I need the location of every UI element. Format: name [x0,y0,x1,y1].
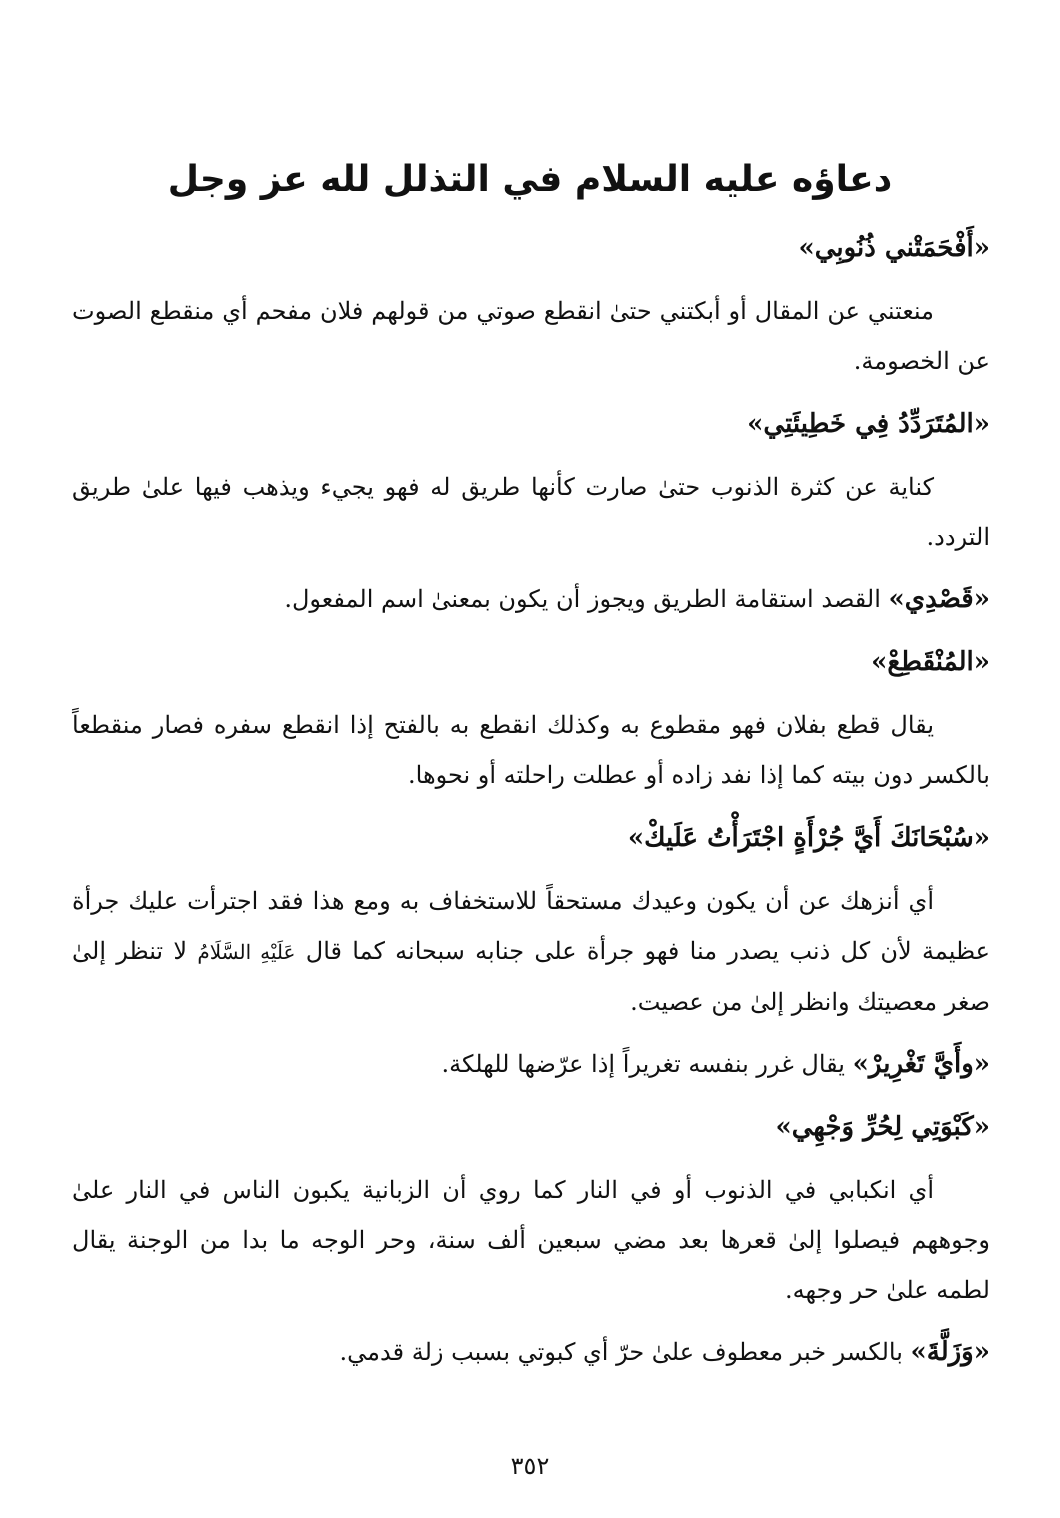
inline-entry-qasdi [72,574,990,624]
commentary-paragraph: منعتني عن المقال أو أبكتني حتىٰ انقطع صوتي من قولهم فلان مفحم أي منقطع الصوت عن الخصومة. [72,297,990,375]
inline-explanation: بالكسر خبر معطوف علىٰ حرّ أي كبوتي بسبب زلة قدمي. [339,1338,911,1366]
inline-explanation: القصد استقامة الطريق ويجوز أن يكون بمعنىٰ اسم المفعول. [284,585,889,613]
inline-explanation: يقال غرر بنفسه تغريراً إذا عرّضها للهلكة. [441,1050,853,1078]
page-title: دعاؤه عليه السلام في التذلل لله عز وجل [167,159,893,201]
paragraph-text-before: أي أنزهك عن أن يكون وعيدك مستحقاً للاستخفاف به ومع هذا فقد اجترأت عليك جرأة عظيمة لأن كل ذنب يصدر منا فهو جرأة على جنابه سبحانه كما قال [72,887,990,965]
commentary-paragraph: يقال قطع بفلان فهو مقطوع به وكذلك انقطع به بالفتح إذا انقطع سفره فصار منقطعاً بالكسر دون بيته كما إذا نفد زاده أو عطلت راحلته أو نحوها. [72,711,990,789]
headword-taghrir: «وأَيَّ تَغْرِيرْ» [852,1049,990,1079]
headword-almutaraddid: «المُتَرَدِّدُ فِي خَطِيئَتِي» [747,409,990,439]
headword-afhamatni: «أَفْحَمَتْني ذُنُوبِي» [798,233,990,263]
inline-entry-taghrir [72,1039,990,1089]
commentary-paragraph: أي انكبابي في الذنوب أو في النار كما روي أن الزبانية يكبون الناس في النار علىٰ وجوههم فيصلوا إلىٰ قعرها بعد مضي سبعين ألف سنة، وحر الوجه ما بدا من الوجنة يقال لطمه علىٰ حر وجهه. [72,1176,991,1304]
headword-kabwati: «كَبْوَتِي لِحُرِّ وَجْهِي» [775,1112,990,1142]
headword-almunqati: «المُنْقَطِعْ» [871,647,990,677]
headword-qasdi: «قَصْدِي» [888,584,990,614]
commentary-paragraph [72,876,990,1027]
honorific-symbol: عَلَيْهِ السَّلَامُ [197,940,296,964]
page-number: ٣٥٢ [510,1452,550,1480]
inline-entry-zallah [72,1327,990,1377]
paragraph-text-after: لا تنظر إلىٰ صغر معصيتك وانظر إلىٰ من عصيت. [72,937,990,1016]
commentary-paragraph: كناية عن كثرة الذنوب حتىٰ صارت كأنها طريق له فهو يجيء ويذهب فيها علىٰ طريق التردد. [72,473,990,551]
headword-subhanaka: «سُبْحَانَكَ أَيَّ جُرْأَةٍ اجْتَرَأْتُ عَلَيكْ» [627,823,990,853]
headword-zallah: «وَزَلَّةَ» [910,1337,990,1367]
commentary-body [72,222,990,1389]
